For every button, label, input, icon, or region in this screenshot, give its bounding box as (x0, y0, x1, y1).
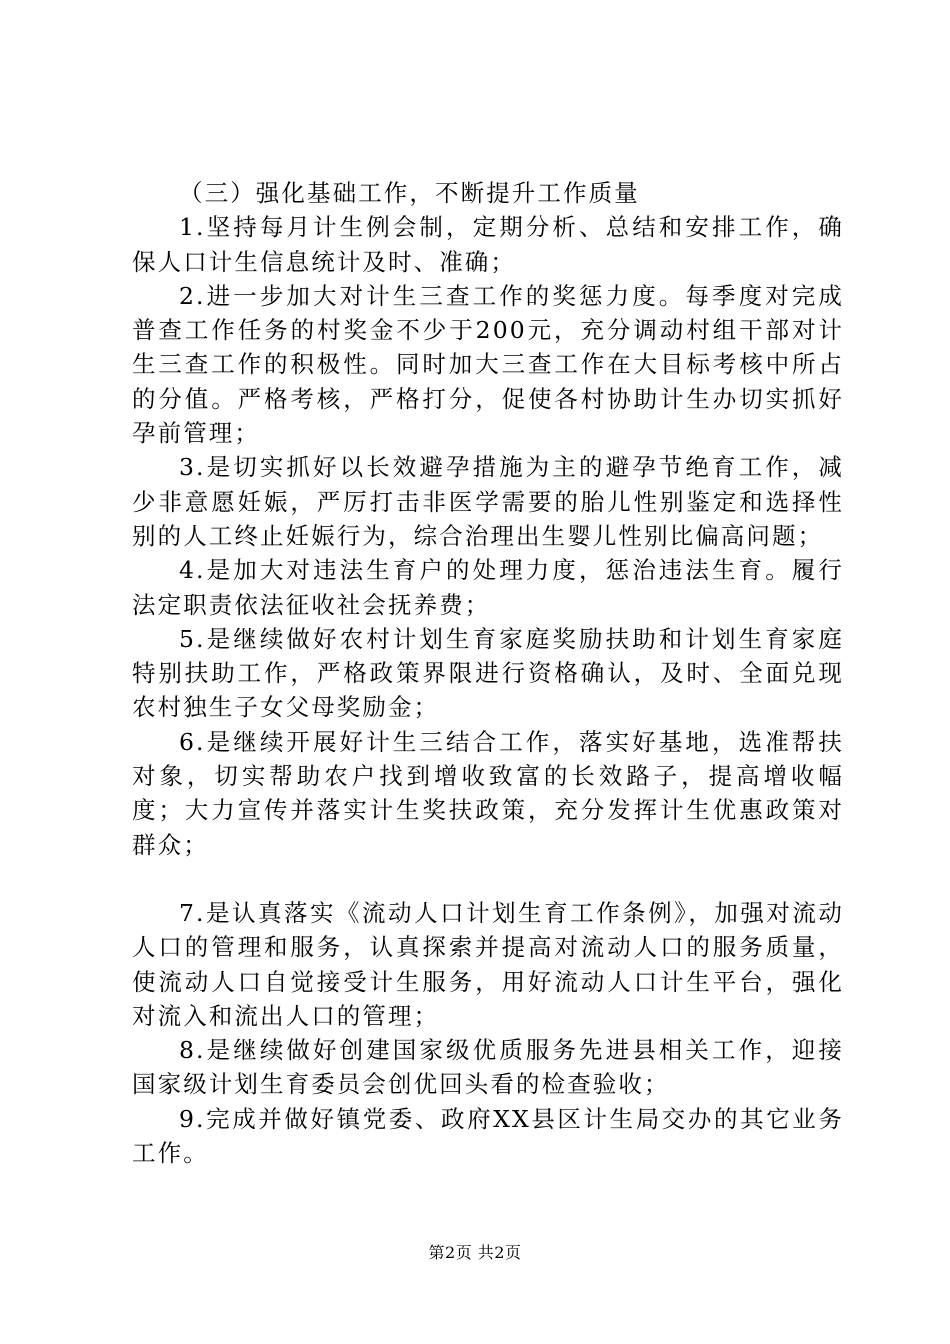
document-body (132, 176, 844, 1170)
list-item-3: 3.是切实抓好以长效避孕措施为主的避孕节绝育工作，减少非意愿妊娠，严厉打击非医学需要的胎儿性别鉴定和选择性别的人工终止妊娠行为，综合治理出生婴儿性别比偏高问题； (132, 453, 844, 550)
list-item-1: 1.坚持每月计生例会制，定期分析、总结和安排工作，确保人口计生信息统计及时、准确； (132, 213, 844, 276)
list-item-5: 5.是继续做好农村计划生育家庭奖励扶助和计划生育家庭特别扶助工作，严格政策界限进行资格确认，及时、全面兑现农村独生子女父母奖励金； (132, 624, 844, 722)
section-heading: （三）强化基础工作，不断提升工作质量 (179, 179, 640, 207)
list-item-7: 7.是认真落实《流动人口计划生育工作条例》，加强对流动人口的管理和服务，认真探索并提高对流动人口的服务质量，使流动人口自觉接受计生服务，用好流动人口计生平台，强化对流入和流出人口的管理； (132, 898, 844, 1030)
page-number-footer: 第2页 共2页 (428, 1243, 522, 1262)
list-item-2: 2.进一步加大对计生三查工作的奖惩力度。每季度对完成普查工作任务的村奖金不少于200元，充分调动村组干部对计生三查工作的积极性。同时加大三查工作在大目标考核中所占的分值。严格考核，严格打分，促使各村协助计生办切实抓好孕前管理； (132, 281, 844, 448)
list-item-8: 8.是继续做好创建国家级优质服务先进县相关工作，迎接国家级计划生育委员会创优回头看的检查验收； (132, 1036, 844, 1099)
list-item-4: 4.是加大对违法生育户的处理力度，惩治违法生育。履行法定职责依法征收社会抚养费； (132, 556, 844, 619)
list-item-9: 9.完成并做好镇党委、政府XX县区计生局交办的其它业务工作。 (132, 1104, 844, 1168)
list-item-6: 6.是继续开展好计生三结合工作，落实好基地，选准帮扶对象，切实帮助农户找到增收致富的长效路子，提高增收幅度；大力宣传并落实计生奖扶政策，充分发挥计生优惠政策对群众； (132, 727, 844, 859)
